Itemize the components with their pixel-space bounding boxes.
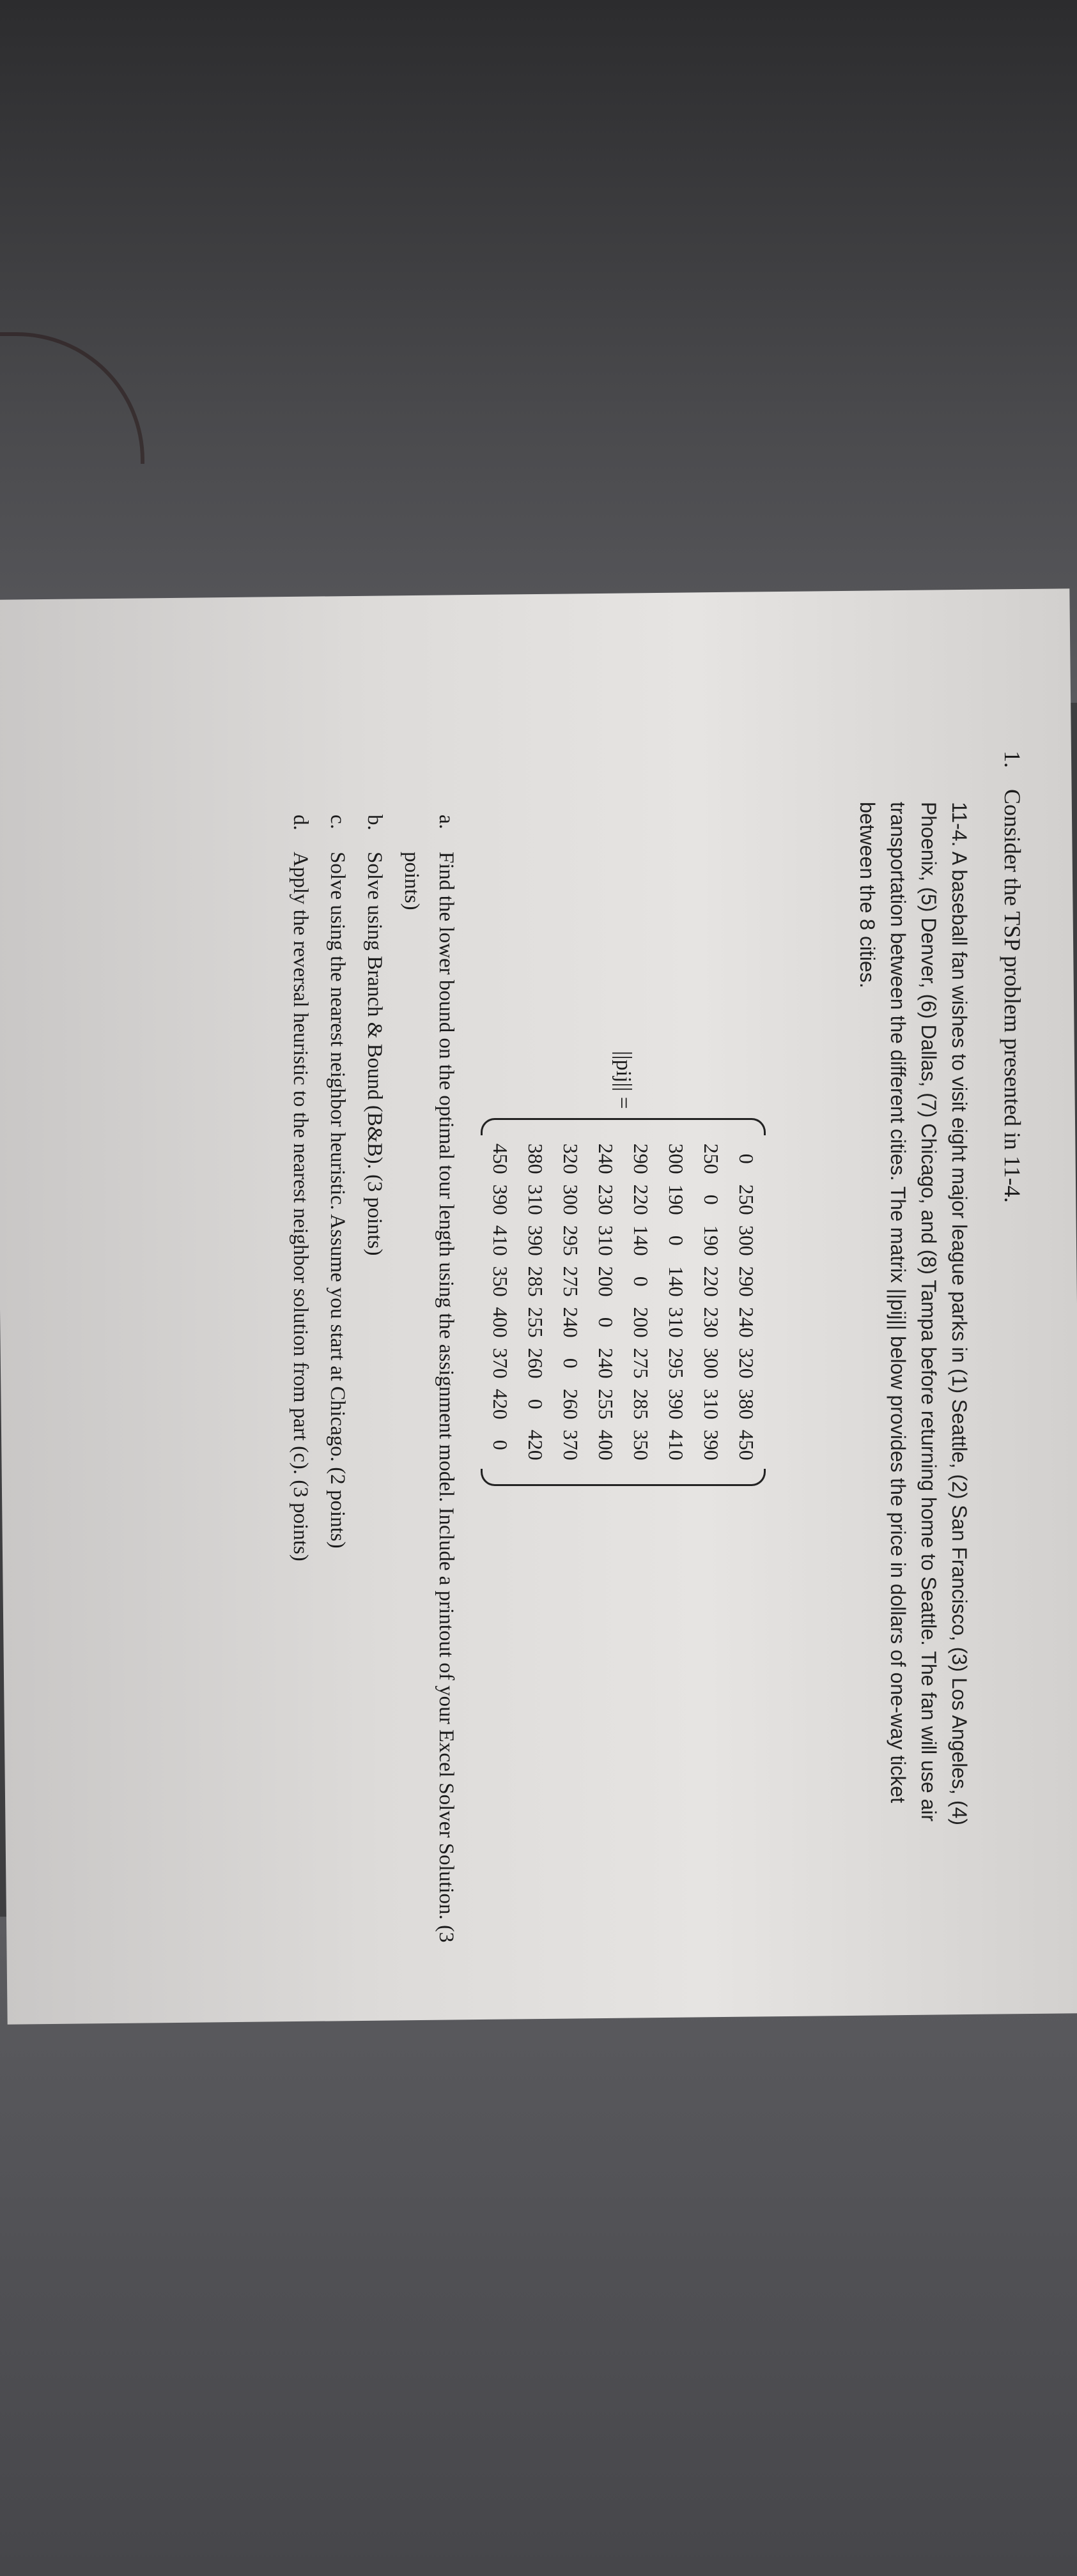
matrix-cell: 380 [735,1388,758,1420]
matrix-cell: 190 [700,1225,723,1256]
matrix-cell: 370 [489,1347,512,1379]
matrix-cell: 310 [700,1388,723,1420]
matrix-cell: 310 [665,1307,688,1338]
matrix-cell: 380 [524,1143,547,1174]
matrix-cell: 0 [665,1235,688,1246]
matrix-cell: 250 [735,1184,758,1215]
sub-questions [281,815,463,1997]
matrix-cell: 350 [630,1429,653,1460]
matrix-cell: 320 [559,1143,582,1174]
sub-question-label: d. [289,815,312,831]
matrix-cell: 220 [630,1184,653,1215]
matrix-right-paren [481,1469,766,1486]
matrix-cell: 310 [594,1225,617,1256]
question-number: 1. [1000,751,1025,768]
matrix-cell: 200 [630,1307,653,1338]
sub-question [320,815,355,1997]
matrix-cell: 410 [489,1225,512,1256]
matrix-cell: 450 [489,1143,512,1174]
matrix-cell: 200 [594,1266,617,1297]
matrix-cell: 420 [489,1388,512,1420]
matrix-cell: 240 [559,1307,582,1338]
sub-question-text: Apply the reversal heuristic to the nearest neighbor solution from part (c). (3 points) [289,852,312,1561]
document-content [131,751,1026,2022]
sub-question [394,815,463,1997]
matrix-cell: 0 [489,1439,512,1450]
matrix-cell: 320 [735,1347,758,1379]
matrix-cell: 300 [559,1184,582,1215]
matrix-cell: 0 [524,1399,547,1409]
matrix-cell: 285 [524,1266,547,1297]
sub-question-text: Find the lower bound on the optimal tour length using the assignment model. Include a printout of your Excel Solver Solution. (3 points) [400,852,458,1943]
matrix-cell: 390 [700,1429,723,1460]
matrix-cell: 285 [630,1388,653,1420]
question-text: Consider the TSP problem presented in 11-4. [1000,789,1025,1203]
matrix-cell: 255 [594,1388,617,1420]
matrix-cell: 450 [735,1429,758,1460]
price-matrix [476,1051,770,1486]
sub-question-label: a. [435,815,458,829]
matrix-cell: 300 [665,1143,688,1174]
matrix-cell: 0 [630,1276,653,1287]
matrix-cell: 220 [700,1266,723,1297]
matrix-cell: 255 [524,1307,547,1338]
matrix-cell: 0 [559,1358,582,1368]
matrix-cell: 310 [524,1184,547,1215]
matrix-cell: 275 [630,1347,653,1379]
matrix-cell: 250 [700,1143,723,1174]
matrix-cell: 240 [594,1143,617,1174]
sub-question-label: b. [363,815,386,831]
matrix-cell: 275 [559,1266,582,1297]
problem-statement: 11-4. A baseball fan wishes to visit eight major league parks in (1) Seattle, (2) San Francisco, (3) Los Angeles, (4) Phoenix, (5) Denver, (6) Dallas, (7) Chicago, and (8) Tampa before returning home to Seattle. The fan will use air transportation between the different cities. The matrix ||pij|| below provides the price in dollars of one-way ticket between the 8 cities. [856,802,971,1825]
question-heading [999,751,1026,1203]
matrix-cell: 260 [559,1388,582,1420]
matrix-cell: 0 [700,1194,723,1205]
matrix-cell: 0 [735,1153,758,1164]
matrix-cell: 400 [594,1429,617,1460]
matrix-cell: 410 [665,1429,688,1460]
matrix-cell: 300 [700,1347,723,1379]
matrix-cell: 140 [630,1225,653,1256]
sub-question-text: Solve using Branch & Bound (B&B). (3 points) [363,852,386,1256]
matrix-cell: 350 [489,1266,512,1297]
sub-question [283,815,318,1997]
matrix-cell: 390 [665,1388,688,1420]
matrix-cell: 295 [559,1225,582,1256]
matrix-cell: 300 [735,1225,758,1256]
matrix-cell: 290 [630,1143,653,1174]
matrix-cell: 190 [665,1184,688,1215]
matrix-cell: 400 [489,1307,512,1338]
matrix-cell: 420 [524,1429,547,1460]
matrix-cell: 230 [700,1307,723,1338]
matrix-cell: 240 [594,1347,617,1379]
matrix-cell: 0 [594,1317,617,1328]
matrix-left-paren [481,1118,766,1135]
matrix-cell: 140 [665,1266,688,1297]
matrix-cell: 260 [524,1347,547,1379]
matrix-cell: 290 [735,1266,758,1297]
sub-question-text: Solve using the nearest neighbor heuristic. Assume you start at Chicago. (2 points) [326,852,349,1549]
matrix-label: ||pij|| = [612,1051,635,1109]
matrix-cell: 230 [594,1184,617,1215]
matrix-cell: 390 [489,1184,512,1215]
matrix-cell: 370 [559,1429,582,1460]
matrix-cell: 295 [665,1347,688,1379]
matrix-cell: 240 [735,1307,758,1338]
matrix-grid [483,1135,764,1469]
matrix-cell: 390 [524,1225,547,1256]
sub-question-label: c. [326,815,349,829]
sub-question [357,815,392,1997]
